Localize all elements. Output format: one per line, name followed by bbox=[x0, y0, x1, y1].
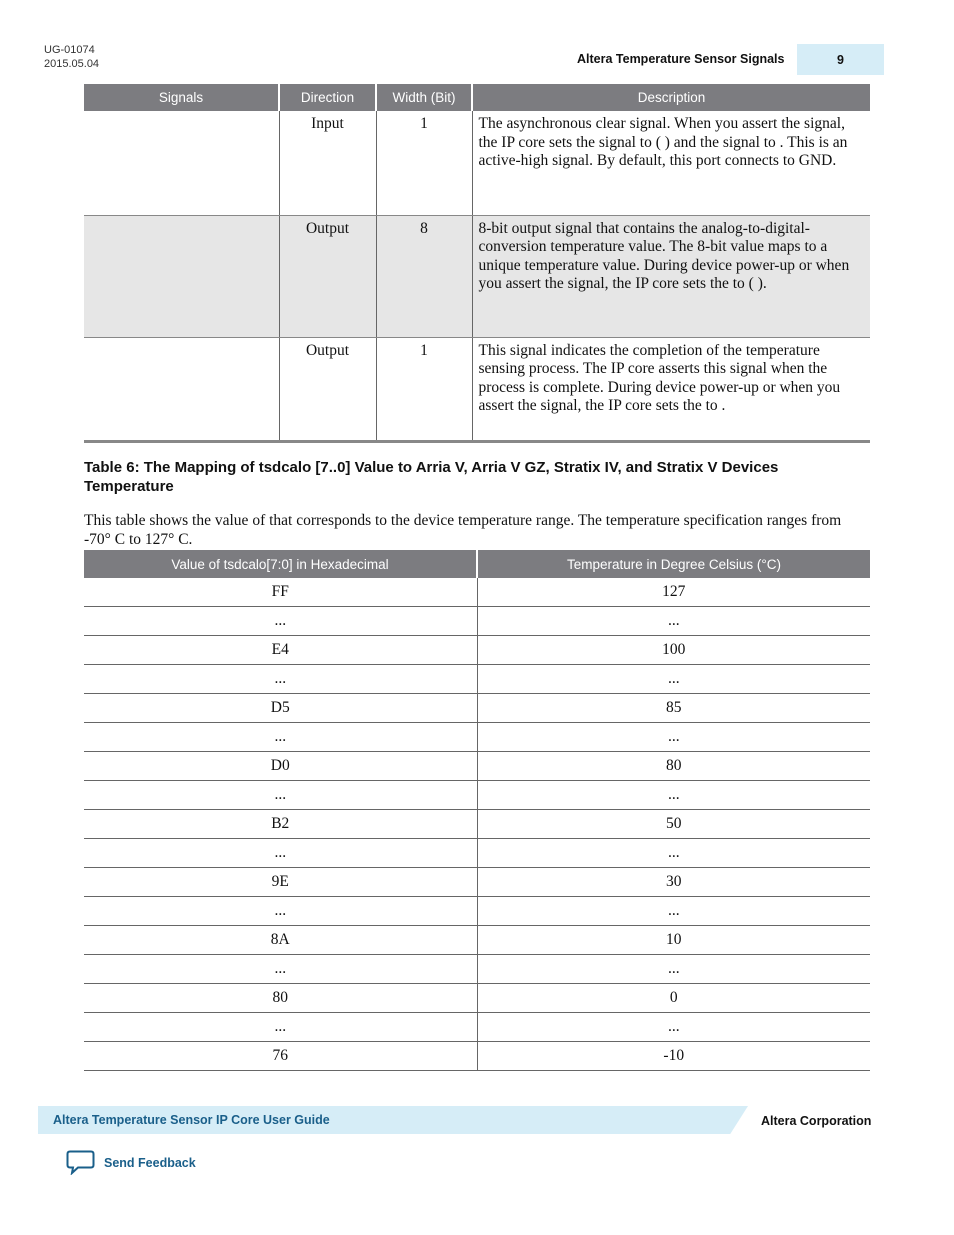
table-row bbox=[84, 665, 870, 694]
temperature-value: ... bbox=[477, 1013, 870, 1042]
signal-description: This signal indicates the completion of the temperature sensing process. The IP core asserts this signal when the process is complete. During device power-up or when you assert the signal, the IP core sets the to . bbox=[472, 337, 870, 441]
signal-description: The asynchronous clear signal. When you assert the signal, the IP core sets the signal to ( ) and the signal to . This is an active-high signal. By default, this port connects to GND. bbox=[472, 111, 870, 215]
hex-value: ... bbox=[84, 1013, 477, 1042]
hex-value: ... bbox=[84, 723, 477, 752]
column-header: Temperature in Degree Celsius (°C) bbox=[477, 550, 870, 578]
signal-name bbox=[84, 215, 279, 337]
temperature-value: ... bbox=[477, 839, 870, 868]
temperature-value: 127 bbox=[477, 578, 870, 607]
hex-value: 9E bbox=[84, 868, 477, 897]
hex-value: ... bbox=[84, 665, 477, 694]
hex-value: D5 bbox=[84, 694, 477, 723]
table-row bbox=[84, 839, 870, 868]
hex-value: D0 bbox=[84, 752, 477, 781]
hex-value: ... bbox=[84, 781, 477, 810]
hex-value: 8A bbox=[84, 926, 477, 955]
table-row bbox=[84, 897, 870, 926]
hex-value: ... bbox=[84, 839, 477, 868]
section-title: Altera Temperature Sensor Signals bbox=[577, 52, 785, 66]
signal-direction: Input bbox=[279, 111, 376, 215]
hex-value: E4 bbox=[84, 636, 477, 665]
table-row bbox=[84, 810, 870, 839]
send-feedback-link[interactable] bbox=[66, 1150, 196, 1175]
hex-value: ... bbox=[84, 607, 477, 636]
table-row bbox=[84, 607, 870, 636]
temperature-value: 100 bbox=[477, 636, 870, 665]
table-row bbox=[84, 723, 870, 752]
signal-name bbox=[84, 337, 279, 441]
hex-value: 76 bbox=[84, 1042, 477, 1071]
temperature-value: -10 bbox=[477, 1042, 870, 1071]
column-header: Signals bbox=[84, 84, 279, 111]
column-header: Value of tsdcalo[7:0] in Hexadecimal bbox=[84, 550, 477, 578]
temperature-value: 85 bbox=[477, 694, 870, 723]
signal-name bbox=[84, 111, 279, 215]
temperature-value: 80 bbox=[477, 752, 870, 781]
temperature-value: ... bbox=[477, 781, 870, 810]
table-row bbox=[84, 955, 870, 984]
guide-title-link[interactable]: Altera Temperature Sensor IP Core User Guide bbox=[53, 1113, 330, 1127]
signal-width: 1 bbox=[376, 111, 472, 215]
table-row bbox=[84, 781, 870, 810]
hex-value: ... bbox=[84, 955, 477, 984]
signal-width: 8 bbox=[376, 215, 472, 337]
signal-description: 8-bit output signal that contains the analog-to-digital-conversion temperature value. The 8-bit value maps to a unique temperature value. During device power-up or when you assert the signal, the IP core sets the to ( ). bbox=[472, 215, 870, 337]
table-intro-paragraph: This table shows the value of that corresponds to the device temperature range. The temperature specification ranges from -70° C to 127° C. bbox=[84, 512, 842, 548]
table-row bbox=[84, 636, 870, 665]
temperature-value: ... bbox=[477, 723, 870, 752]
signal-direction: Output bbox=[279, 215, 376, 337]
mapping-table-header bbox=[84, 550, 870, 578]
speech-bubble-icon bbox=[66, 1150, 95, 1175]
column-header: Description bbox=[472, 84, 870, 111]
table-row bbox=[84, 752, 870, 781]
temperature-value: 30 bbox=[477, 868, 870, 897]
doc-date: 2015.05.04 bbox=[44, 58, 100, 70]
signals-table-header bbox=[84, 84, 870, 111]
column-header: Width (Bit) bbox=[376, 84, 472, 111]
table-row bbox=[84, 215, 870, 337]
signal-width: 1 bbox=[376, 337, 472, 441]
page-number: 9 bbox=[797, 44, 884, 75]
signal-direction: Output bbox=[279, 337, 376, 441]
table-row bbox=[84, 868, 870, 897]
hex-value: B2 bbox=[84, 810, 477, 839]
column-header: Direction bbox=[279, 84, 376, 111]
table-row bbox=[84, 1042, 870, 1071]
temperature-value: ... bbox=[477, 955, 870, 984]
temperature-value: 10 bbox=[477, 926, 870, 955]
table-row bbox=[84, 694, 870, 723]
table-row bbox=[84, 578, 870, 607]
hex-value: 80 bbox=[84, 984, 477, 1013]
temperature-mapping-table bbox=[84, 550, 870, 1071]
hex-value: FF bbox=[84, 578, 477, 607]
temperature-value: ... bbox=[477, 607, 870, 636]
signals-table bbox=[84, 84, 870, 443]
table-row bbox=[84, 984, 870, 1013]
hex-value: ... bbox=[84, 897, 477, 926]
temperature-value: 0 bbox=[477, 984, 870, 1013]
document-meta bbox=[44, 43, 99, 71]
table-row bbox=[84, 1013, 870, 1042]
temperature-value: 50 bbox=[477, 810, 870, 839]
doc-id: UG-01074 bbox=[44, 44, 95, 56]
table-row bbox=[84, 926, 870, 955]
temperature-value: ... bbox=[477, 665, 870, 694]
temperature-value: ... bbox=[477, 897, 870, 926]
table-row bbox=[84, 111, 870, 215]
corporation-name: Altera Corporation bbox=[761, 1114, 872, 1128]
send-feedback-label: Send Feedback bbox=[104, 1155, 196, 1170]
table-caption: Table 6: The Mapping of tsdcalo [7..0] Value to Arria V, Arria V GZ, Stratix IV, and Stratix V Devices Temperature bbox=[84, 459, 779, 495]
table-row bbox=[84, 337, 870, 441]
